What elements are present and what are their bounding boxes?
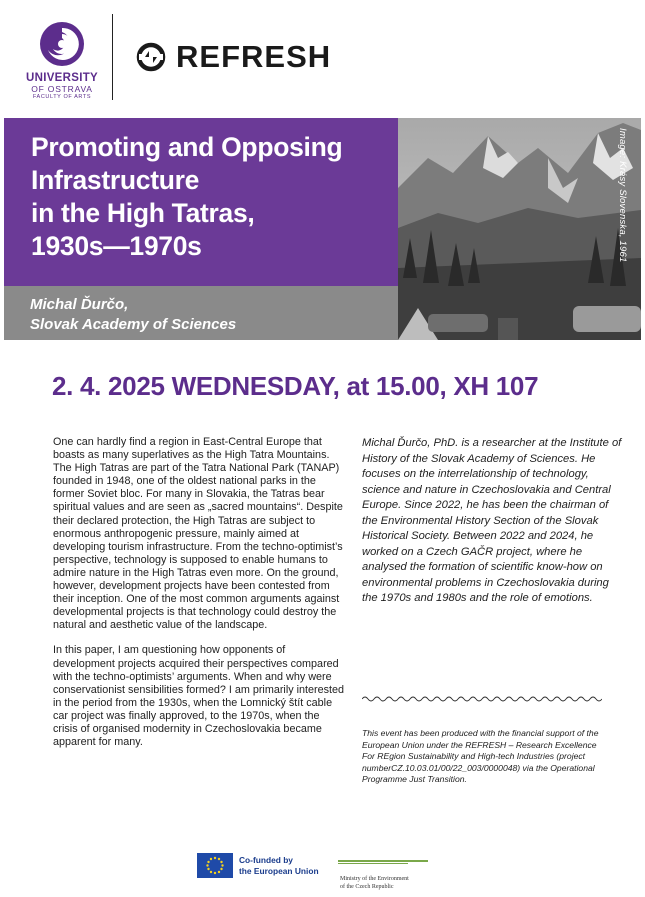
eu-cofunded-text: Co-funded by the European Union: [239, 855, 319, 876]
university-name: UNIVERSITY: [26, 72, 99, 84]
mountain-photo: [398, 118, 641, 340]
event-title: [31, 131, 391, 263]
refresh-cycle-icon: [135, 41, 167, 73]
university-faculty: FACULTY OF ARTS: [32, 94, 92, 100]
university-logo: [26, 20, 98, 101]
refresh-wordmark: REFRESH: [176, 39, 332, 74]
speaker-name: Michal Ďurčo,: [30, 296, 129, 313]
speaker-info: [30, 295, 236, 335]
university-city: OF OSTRAVA: [31, 84, 93, 94]
ministry-logo: [338, 853, 428, 891]
photo-credit: Image: Krásy Slovenska, 1961: [617, 128, 628, 263]
ministry-stripe-icon: [338, 860, 428, 866]
title-line: Infrastructure: [31, 165, 200, 195]
header-divider: [112, 14, 113, 100]
wavy-divider: [362, 690, 602, 708]
title-line: in the High Tatras,: [31, 198, 255, 228]
title-line: Promoting and Opposing: [31, 132, 343, 162]
university-emblem-icon: [37, 20, 87, 68]
funding-note: This event has been produced with the financial support of the European Union under the REFRESH – Research Excellence For REgion Sustainability and High-tech Industries (project numberCZ.10.03.01/00/22_003/0000048) via the Operational Programme Just Transition.: [362, 728, 599, 785]
title-line: 1930s—1970s: [31, 231, 202, 261]
abstract-paragraph: In this paper, I am questioning how opponents of development projects acquired their perspectives compared with the techno-optimists’ arguments. When and why were conservationist sensibilities formed? I am primarily interested in the period from the 1930s, when the Lomnický štít cable car project was finally approved, to the 1970s, when the crisis of organised modernity in Czechoslovakia became apparent for many.: [53, 644, 345, 749]
eu-cofunded-logo: [197, 853, 319, 878]
ministry-text: Ministry of the Environment of the Czech Republic: [340, 876, 409, 890]
refresh-logo: [135, 39, 331, 75]
speaker-bio: Michal Ďurčo, PhD. is a researcher at the Institute of History of the Slovak Academy of Sciences. He focuses on the interrelationship of technology, science and nature in Czechoslovakia and Central Europe. Since 2022, he has been the chairman of the Environmental History Section of the Slovak Historical Society. Between 2022 and 2024, he worked on a Czech GAČR project, where he analysed the formation of scientific know-how on environmental problems in Czechoslovakia during the 1970s and 1980s and the role of emotions.: [362, 437, 622, 604]
eu-flag-icon: [197, 853, 233, 878]
abstract: [53, 436, 345, 761]
high-tatras-landscape-image: [398, 118, 641, 340]
abstract-paragraph: One can hardly find a region in East-Central Europe that boasts as many superlatives as the High Tatra Mountains. The High Tatras are part of the Tatra National Park (TANAP) founded in 1948, one of the oldest national parks in the former Soviet bloc. For many in Slovakia, the Tatras bear spiritual values and are seen as „sacred mountains“. Despite their declared protection, the High Tatras are subject to enormous anthropogenic pressure, mainly aimed at developing tourism infrastructure. From the techno-optimist’s perspective, technology is supposed to enable humans to admire nature in the High Tatras even more. On the ground, however, development projects have been contested from their inception. One of the most common arguments against developmental projects is that technology could destroy the natural and aesthetic value of the landscape.: [53, 436, 343, 632]
speaker-affiliation: Slovak Academy of Sciences: [30, 316, 237, 333]
event-date: 2. 4. 2025 WEDNESDAY, at 15.00, XH 107: [52, 371, 539, 401]
